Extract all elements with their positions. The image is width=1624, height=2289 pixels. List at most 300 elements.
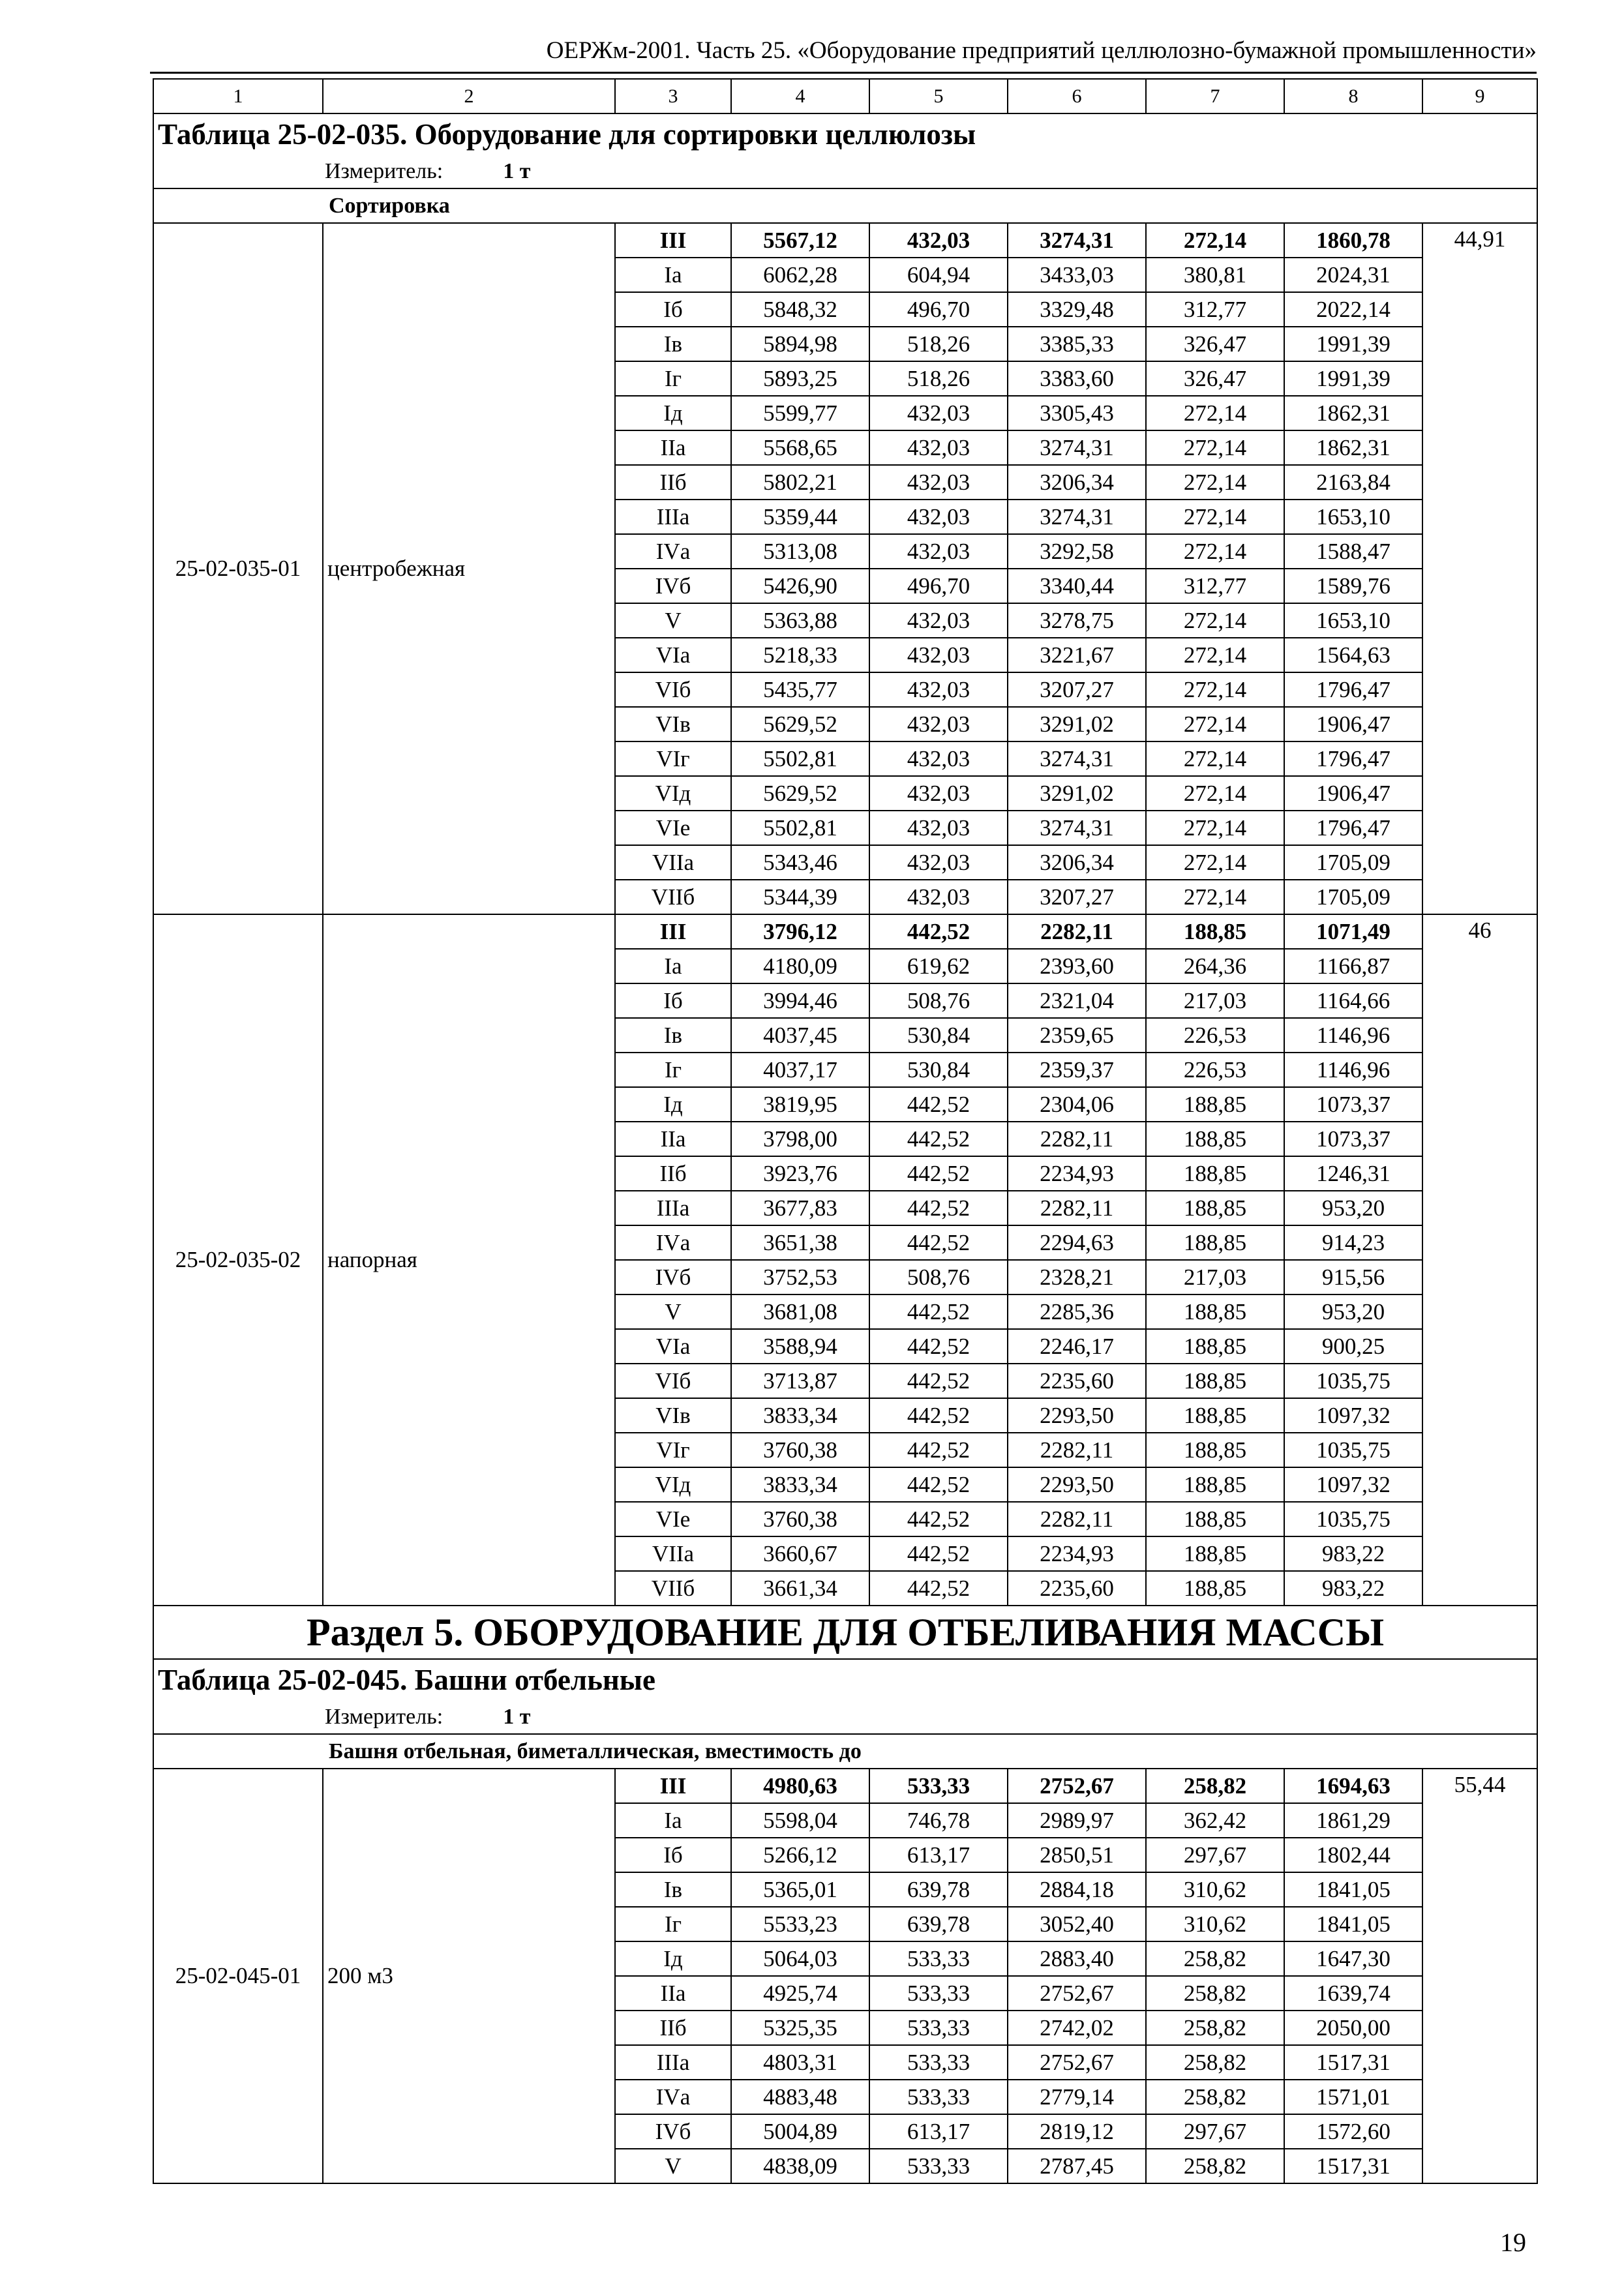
table-title: Таблица 25-02-045. Башни отбельные (153, 1659, 1537, 1700)
value-cell: 2787,45 (1008, 2149, 1146, 2183)
value-cell: 3291,02 (1008, 776, 1146, 811)
value-cell: 5894,98 (731, 327, 869, 361)
value-cell: 3833,34 (731, 1398, 869, 1433)
region-class: III (615, 914, 731, 949)
value-cell: 639,78 (869, 1872, 1008, 1907)
value-cell: 2304,06 (1008, 1087, 1146, 1122)
value-cell: 432,03 (869, 465, 1008, 500)
value-cell: 1906,47 (1284, 707, 1422, 741)
value-cell: 639,78 (869, 1907, 1008, 1941)
region-class: IIIа (615, 2045, 731, 2080)
region-class: Iв (615, 327, 731, 361)
value-cell: 272,14 (1146, 603, 1284, 638)
value-cell: 533,33 (869, 1769, 1008, 1803)
value-cell: 2022,14 (1284, 292, 1422, 327)
table-title-row (153, 1659, 1537, 1700)
value-cell: 442,52 (869, 1536, 1008, 1571)
value-cell: 432,03 (869, 741, 1008, 776)
region-class: VIб (615, 1364, 731, 1398)
value-cell: 1796,47 (1284, 741, 1422, 776)
section-title: Раздел 5. ОБОРУДОВАНИЕ ДЛЯ ОТБЕЛИВАНИЯ МАССЫ (153, 1606, 1537, 1659)
value-cell: 5426,90 (731, 569, 869, 603)
value-cell: 432,03 (869, 880, 1008, 914)
value-cell: 258,82 (1146, 1976, 1284, 2011)
value-cell: 1991,39 (1284, 361, 1422, 396)
table-title-row (153, 113, 1537, 155)
value-cell: 432,03 (869, 845, 1008, 880)
region-class: Iв (615, 1018, 731, 1053)
value-cell: 1796,47 (1284, 811, 1422, 845)
value-cell: 3760,38 (731, 1502, 869, 1536)
value-cell: 264,36 (1146, 949, 1284, 983)
region-class: Iа (615, 949, 731, 983)
value-cell: 2163,84 (1284, 465, 1422, 500)
value-cell: 442,52 (869, 1571, 1008, 1606)
item-name: напорная (323, 914, 615, 1606)
value-cell: 272,14 (1146, 430, 1284, 465)
value-cell: 432,03 (869, 500, 1008, 534)
value-cell: 432,03 (869, 811, 1008, 845)
value-cell: 508,76 (869, 983, 1008, 1018)
value-cell: 3207,27 (1008, 880, 1146, 914)
value-cell: 1991,39 (1284, 327, 1422, 361)
region-class: VIв (615, 1398, 731, 1433)
value-cell: 188,85 (1146, 1398, 1284, 1433)
value-cell: 432,03 (869, 603, 1008, 638)
value-cell: 3278,75 (1008, 603, 1146, 638)
value-cell: 530,84 (869, 1018, 1008, 1053)
region-class: IIа (615, 1976, 731, 2011)
value-cell: 442,52 (869, 1225, 1008, 1260)
value-cell: 6062,28 (731, 258, 869, 292)
value-cell: 362,42 (1146, 1803, 1284, 1838)
value-cell: 312,77 (1146, 292, 1284, 327)
value-cell: 983,22 (1284, 1536, 1422, 1571)
region-class: VIд (615, 776, 731, 811)
value-cell: 272,14 (1146, 811, 1284, 845)
region-class: VIе (615, 1502, 731, 1536)
value-cell: 1653,10 (1284, 500, 1422, 534)
column-number: 7 (1146, 79, 1284, 113)
value-cell: 2819,12 (1008, 2114, 1146, 2149)
value-cell: 2282,11 (1008, 1502, 1146, 1536)
value-cell: 3923,76 (731, 1156, 869, 1191)
value-cell: 272,14 (1146, 880, 1284, 914)
region-class: VIIа (615, 1536, 731, 1571)
col9-value: 55,44 (1422, 1769, 1537, 2183)
value-cell: 2234,93 (1008, 1156, 1146, 1191)
value-cell: 5325,35 (731, 2011, 869, 2045)
value-cell: 5266,12 (731, 1838, 869, 1872)
value-cell: 518,26 (869, 361, 1008, 396)
value-cell: 5365,01 (731, 1872, 869, 1907)
value-cell: 518,26 (869, 327, 1008, 361)
value-cell: 3798,00 (731, 1122, 869, 1156)
value-cell: 442,52 (869, 1364, 1008, 1398)
value-cell: 3291,02 (1008, 707, 1146, 741)
value-cell: 3752,53 (731, 1260, 869, 1294)
value-cell: 619,62 (869, 949, 1008, 983)
region-class: VIа (615, 1329, 731, 1364)
region-class: VIб (615, 672, 731, 707)
value-cell: 2884,18 (1008, 1872, 1146, 1907)
region-class: IIб (615, 465, 731, 500)
value-cell: 1146,96 (1284, 1018, 1422, 1053)
region-class: IIа (615, 1122, 731, 1156)
value-cell: 432,03 (869, 776, 1008, 811)
region-class: VIIб (615, 1571, 731, 1606)
value-cell: 1796,47 (1284, 672, 1422, 707)
region-class: IVа (615, 1225, 731, 1260)
value-cell: 5344,39 (731, 880, 869, 914)
region-class: V (615, 603, 731, 638)
norms-table (153, 78, 1538, 2184)
value-cell: 272,14 (1146, 465, 1284, 500)
value-cell: 442,52 (869, 1398, 1008, 1433)
subheading: Башня отбельная, биметаллическая, вместимость до (153, 1734, 1537, 1769)
value-cell: 258,82 (1146, 2149, 1284, 2183)
value-cell: 2752,67 (1008, 1976, 1146, 2011)
value-cell: 326,47 (1146, 327, 1284, 361)
column-number: 1 (153, 79, 323, 113)
value-cell: 226,53 (1146, 1018, 1284, 1053)
region-class: III (615, 223, 731, 258)
region-class: Iа (615, 1803, 731, 1838)
region-class: Iд (615, 1941, 731, 1976)
value-cell: 2742,02 (1008, 2011, 1146, 2045)
value-cell: 217,03 (1146, 983, 1284, 1018)
value-cell: 297,67 (1146, 1838, 1284, 1872)
value-cell: 2282,11 (1008, 1122, 1146, 1156)
item-name: 200 м3 (323, 1769, 615, 2183)
region-class: IIа (615, 430, 731, 465)
value-cell: 1639,74 (1284, 1976, 1422, 2011)
value-cell: 442,52 (869, 1502, 1008, 1536)
value-cell: 442,52 (869, 1433, 1008, 1467)
value-cell: 953,20 (1284, 1191, 1422, 1225)
value-cell: 258,82 (1146, 1769, 1284, 1803)
value-cell: 3385,33 (1008, 327, 1146, 361)
value-cell: 1906,47 (1284, 776, 1422, 811)
column-number: 2 (323, 79, 615, 113)
value-cell: 5502,81 (731, 741, 869, 776)
value-cell: 442,52 (869, 914, 1008, 949)
value-cell: 5568,65 (731, 430, 869, 465)
value-cell: 3833,34 (731, 1467, 869, 1502)
value-cell: 4883,48 (731, 2080, 869, 2114)
value-cell: 5313,08 (731, 534, 869, 569)
column-number: 3 (615, 79, 731, 113)
region-class: IIб (615, 2011, 731, 2045)
value-cell: 3713,87 (731, 1364, 869, 1398)
value-cell: 188,85 (1146, 1364, 1284, 1398)
region-class: IVа (615, 2080, 731, 2114)
value-cell: 258,82 (1146, 2011, 1284, 2045)
value-cell: 2024,31 (1284, 258, 1422, 292)
value-cell: 1073,37 (1284, 1087, 1422, 1122)
value-cell: 4925,74 (731, 1976, 869, 2011)
value-cell: 2752,67 (1008, 1769, 1146, 1803)
value-cell: 3052,40 (1008, 1907, 1146, 1941)
value-cell: 272,14 (1146, 707, 1284, 741)
value-cell: 272,14 (1146, 534, 1284, 569)
value-cell: 746,78 (869, 1803, 1008, 1838)
value-cell: 272,14 (1146, 672, 1284, 707)
value-cell: 3660,67 (731, 1536, 869, 1571)
value-cell: 2235,60 (1008, 1364, 1146, 1398)
value-cell: 188,85 (1146, 1156, 1284, 1191)
measure (153, 155, 1537, 188)
value-cell: 188,85 (1146, 1571, 1284, 1606)
value-cell: 3329,48 (1008, 292, 1146, 327)
region-class: IVб (615, 2114, 731, 2149)
value-cell: 613,17 (869, 2114, 1008, 2149)
value-cell: 3206,34 (1008, 465, 1146, 500)
value-cell: 533,33 (869, 1941, 1008, 1976)
value-cell: 1841,05 (1284, 1872, 1422, 1907)
value-cell: 310,62 (1146, 1907, 1284, 1941)
value-cell: 3274,31 (1008, 223, 1146, 258)
value-cell: 3819,95 (731, 1087, 869, 1122)
value-cell: 432,03 (869, 638, 1008, 672)
page-number: 19 (1500, 2228, 1526, 2257)
region-class: V (615, 2149, 731, 2183)
region-class: IIIа (615, 1191, 731, 1225)
value-cell: 2293,50 (1008, 1398, 1146, 1433)
region-class: Iб (615, 983, 731, 1018)
region-class: VIг (615, 1433, 731, 1467)
value-cell: 3340,44 (1008, 569, 1146, 603)
value-cell: 4980,63 (731, 1769, 869, 1803)
value-cell: 533,33 (869, 2011, 1008, 2045)
measure-row (153, 155, 1537, 188)
item-code: 25-02-045-01 (153, 1769, 323, 2183)
value-cell: 442,52 (869, 1156, 1008, 1191)
item-code: 25-02-035-02 (153, 914, 323, 1606)
value-cell: 5848,32 (731, 292, 869, 327)
value-cell: 188,85 (1146, 1467, 1284, 1502)
subheading: Сортировка (153, 188, 1537, 223)
region-class: VIIа (615, 845, 731, 880)
value-cell: 953,20 (1284, 1294, 1422, 1329)
value-cell: 1653,10 (1284, 603, 1422, 638)
region-class: Iд (615, 396, 731, 430)
value-cell: 3383,60 (1008, 361, 1146, 396)
value-cell: 5435,77 (731, 672, 869, 707)
region-class: Iв (615, 1872, 731, 1907)
value-cell: 1861,29 (1284, 1803, 1422, 1838)
value-cell: 1862,31 (1284, 430, 1422, 465)
value-cell: 188,85 (1146, 1191, 1284, 1225)
region-class: VIг (615, 741, 731, 776)
value-cell: 1705,09 (1284, 845, 1422, 880)
item-code: 25-02-035-01 (153, 223, 323, 914)
value-cell: 1802,44 (1284, 1838, 1422, 1872)
region-class: Iг (615, 1053, 731, 1087)
value-cell: 3274,31 (1008, 811, 1146, 845)
page-header: ОЕРЖм-2001. Часть 25. «Оборудование предприятий целлюлозно-бумажной промышленности» (546, 37, 1537, 64)
value-cell: 2282,11 (1008, 1191, 1146, 1225)
region-class: IIб (615, 1156, 731, 1191)
value-cell: 3681,08 (731, 1294, 869, 1329)
value-cell: 432,03 (869, 534, 1008, 569)
value-cell: 432,03 (869, 430, 1008, 465)
value-cell: 530,84 (869, 1053, 1008, 1087)
value-cell: 5004,89 (731, 2114, 869, 2149)
region-class: Iг (615, 361, 731, 396)
value-cell: 5567,12 (731, 223, 869, 258)
value-cell: 442,52 (869, 1191, 1008, 1225)
value-cell: 3433,03 (1008, 258, 1146, 292)
region-class: Iд (615, 1087, 731, 1122)
value-cell: 1517,31 (1284, 2149, 1422, 2183)
table-row (153, 914, 1537, 949)
column-number: 5 (869, 79, 1008, 113)
value-cell: 533,33 (869, 1976, 1008, 2011)
value-cell: 5359,44 (731, 500, 869, 534)
value-cell: 380,81 (1146, 258, 1284, 292)
value-cell: 3760,38 (731, 1433, 869, 1467)
value-cell: 432,03 (869, 707, 1008, 741)
value-cell: 258,82 (1146, 1941, 1284, 1976)
value-cell: 188,85 (1146, 1329, 1284, 1364)
value-cell: 983,22 (1284, 1571, 1422, 1606)
value-cell: 3221,67 (1008, 638, 1146, 672)
value-cell: 5502,81 (731, 811, 869, 845)
value-cell: 5629,52 (731, 707, 869, 741)
subheading-row (153, 1734, 1537, 1769)
value-cell: 326,47 (1146, 361, 1284, 396)
value-cell: 5802,21 (731, 465, 869, 500)
value-cell: 2883,40 (1008, 1941, 1146, 1976)
value-cell: 1164,66 (1284, 983, 1422, 1018)
section-row (153, 1606, 1537, 1659)
region-class: Iб (615, 292, 731, 327)
value-cell: 533,33 (869, 2080, 1008, 2114)
value-cell: 3651,38 (731, 1225, 869, 1260)
value-cell: 5218,33 (731, 638, 869, 672)
subheading-row (153, 188, 1537, 223)
header-rule (150, 72, 1537, 74)
table-row (153, 1769, 1537, 1803)
value-cell: 2328,21 (1008, 1260, 1146, 1294)
region-class: III (615, 1769, 731, 1803)
value-cell: 226,53 (1146, 1053, 1284, 1087)
value-cell: 4838,09 (731, 2149, 869, 2183)
value-cell: 1705,09 (1284, 880, 1422, 914)
value-cell: 432,03 (869, 223, 1008, 258)
value-cell: 442,52 (869, 1087, 1008, 1122)
value-cell: 2393,60 (1008, 949, 1146, 983)
table-title: Таблица 25-02-035. Оборудование для сортировки целлюлозы (153, 113, 1537, 155)
value-cell: 3274,31 (1008, 430, 1146, 465)
region-class: IVб (615, 1260, 731, 1294)
value-cell: 1564,63 (1284, 638, 1422, 672)
value-cell: 2285,36 (1008, 1294, 1146, 1329)
value-cell: 1035,75 (1284, 1364, 1422, 1398)
value-cell: 432,03 (869, 672, 1008, 707)
region-class: IVа (615, 534, 731, 569)
value-cell: 272,14 (1146, 845, 1284, 880)
value-cell: 188,85 (1146, 1087, 1284, 1122)
value-cell: 1647,30 (1284, 1941, 1422, 1976)
region-class: Iб (615, 1838, 731, 1872)
value-cell: 188,85 (1146, 1502, 1284, 1536)
value-cell: 272,14 (1146, 776, 1284, 811)
value-cell: 5343,46 (731, 845, 869, 880)
value-cell: 188,85 (1146, 1536, 1284, 1571)
table-row (153, 223, 1537, 258)
value-cell: 188,85 (1146, 1294, 1284, 1329)
value-cell: 442,52 (869, 1122, 1008, 1156)
value-cell: 5598,04 (731, 1803, 869, 1838)
value-cell: 4180,09 (731, 949, 869, 983)
column-number: 4 (731, 79, 869, 113)
value-cell: 1571,01 (1284, 2080, 1422, 2114)
value-cell: 188,85 (1146, 1433, 1284, 1467)
value-cell: 3994,46 (731, 983, 869, 1018)
value-cell: 1097,32 (1284, 1398, 1422, 1433)
value-cell: 2752,67 (1008, 2045, 1146, 2080)
value-cell: 188,85 (1146, 914, 1284, 949)
value-cell: 2294,63 (1008, 1225, 1146, 1260)
region-class: VIе (615, 811, 731, 845)
value-cell: 1694,63 (1284, 1769, 1422, 1803)
region-class: V (615, 1294, 731, 1329)
value-cell: 5599,77 (731, 396, 869, 430)
measure-label: Измеритель: (325, 1704, 444, 1729)
value-cell: 508,76 (869, 1260, 1008, 1294)
value-cell: 2359,65 (1008, 1018, 1146, 1053)
value-cell: 1517,31 (1284, 2045, 1422, 2080)
value-cell: 312,77 (1146, 569, 1284, 603)
item-name: центробежная (323, 223, 615, 914)
col9-value: 46 (1422, 914, 1537, 1606)
region-class: VIв (615, 707, 731, 741)
measure-row (153, 1700, 1537, 1734)
value-cell: 272,14 (1146, 741, 1284, 776)
value-cell: 496,70 (869, 292, 1008, 327)
value-cell: 533,33 (869, 2149, 1008, 2183)
value-cell: 2321,04 (1008, 983, 1146, 1018)
value-cell: 1166,87 (1284, 949, 1422, 983)
value-cell: 3206,34 (1008, 845, 1146, 880)
value-cell: 5533,23 (731, 1907, 869, 1941)
value-cell: 496,70 (869, 569, 1008, 603)
value-cell: 258,82 (1146, 2080, 1284, 2114)
region-class: IIIа (615, 500, 731, 534)
value-cell: 272,14 (1146, 638, 1284, 672)
region-class: VIа (615, 638, 731, 672)
column-number: 9 (1422, 79, 1537, 113)
value-cell: 2989,97 (1008, 1803, 1146, 1838)
measure (153, 1700, 1537, 1734)
value-cell: 1097,32 (1284, 1467, 1422, 1502)
value-cell: 2282,11 (1008, 914, 1146, 949)
value-cell: 2779,14 (1008, 2080, 1146, 2114)
value-cell: 3677,83 (731, 1191, 869, 1225)
value-cell: 217,03 (1146, 1260, 1284, 1294)
measure-value: 1 т (503, 1704, 531, 1729)
value-cell: 1246,31 (1284, 1156, 1422, 1191)
value-cell: 914,23 (1284, 1225, 1422, 1260)
value-cell: 3588,94 (731, 1329, 869, 1364)
value-cell: 442,52 (869, 1329, 1008, 1364)
value-cell: 2234,93 (1008, 1536, 1146, 1571)
value-cell: 604,94 (869, 258, 1008, 292)
value-cell: 310,62 (1146, 1872, 1284, 1907)
value-cell: 1841,05 (1284, 1907, 1422, 1941)
